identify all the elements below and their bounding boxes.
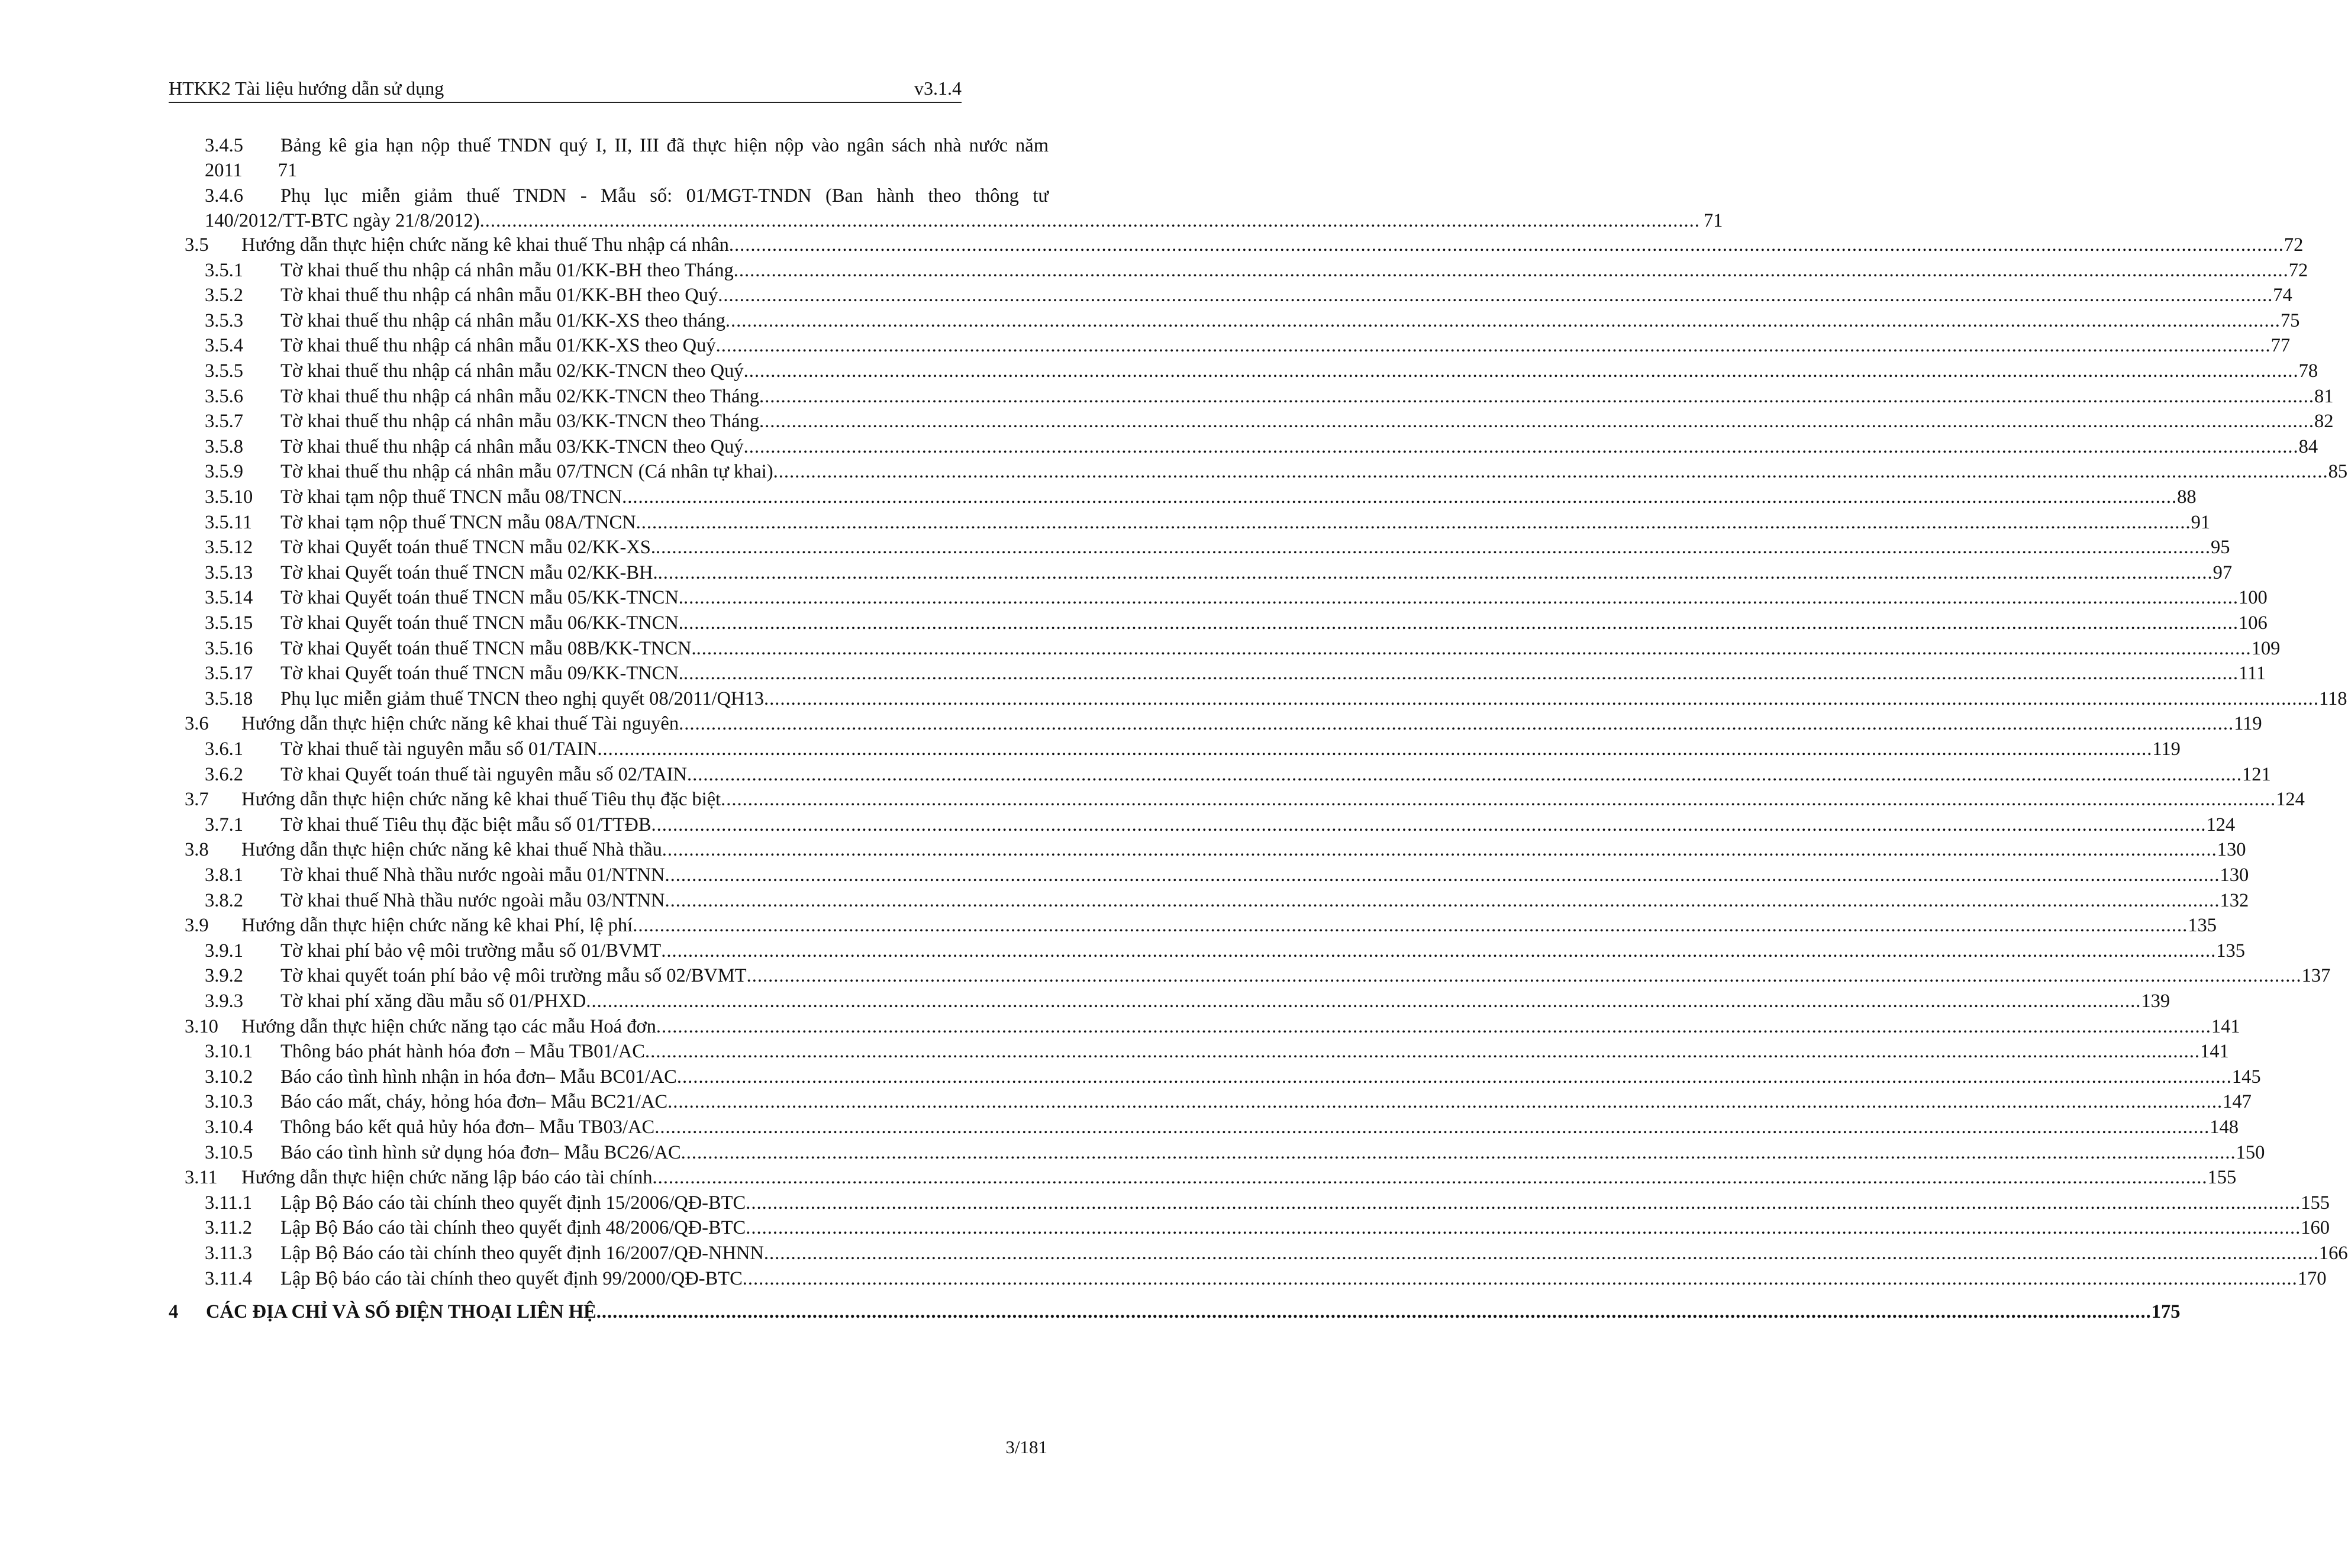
toc-entry-number: 3.8	[185, 839, 209, 861]
toc-entry-number: 4	[169, 1301, 179, 1323]
toc-entry-title: Tờ khai Quyết toán thuế TNCN mẫu 02/KK-XS.	[280, 537, 656, 559]
toc-entry-number: 3.11.2	[205, 1217, 253, 1239]
toc-entry[interactable]	[205, 384, 2334, 409]
toc-dot-leader	[683, 611, 2239, 635]
toc-dot-leader	[661, 938, 2216, 963]
toc-entry-page: 124	[2206, 814, 2236, 835]
toc-entry[interactable]	[205, 1064, 2261, 1089]
toc-entry-number: 3.8.1	[205, 864, 243, 886]
toc-entry-page: 109	[2251, 637, 2281, 659]
toc-dot-leader	[746, 1190, 2301, 1215]
toc-entry-page: 118	[2318, 688, 2347, 709]
toc-entry-page: 85	[2328, 461, 2348, 483]
toc-dot-leader	[696, 636, 2252, 661]
toc-dot-leader	[687, 762, 2242, 787]
toc-dot-leader	[658, 560, 2213, 585]
toc-entry-number: 3.11.3	[205, 1243, 253, 1264]
toc-entry-number: 3.11.1	[205, 1192, 253, 1214]
toc-dot-leader	[773, 459, 2328, 484]
toc-entry[interactable]	[205, 636, 2281, 661]
toc-dot-leader: ..................................................................................................................................................................................................................................	[479, 210, 1700, 231]
toc-entry[interactable]	[205, 333, 2291, 358]
toc-entry-number: 3.5.15	[205, 612, 253, 634]
toc-entry[interactable]	[205, 283, 2292, 308]
toc-entry[interactable]	[205, 1241, 2348, 1266]
toc-entry-page: 148	[2210, 1117, 2239, 1138]
toc-entry[interactable]	[205, 510, 2211, 535]
toc-entry-page: 145	[2231, 1066, 2261, 1088]
toc-entry-title: Thông báo phát hành hóa đơn – Mẫu TB01/AC	[280, 1041, 645, 1063]
toc-entry-title: Bảng kê gia hạn nộp thuế TNDN quý I, II, III đã thực hiện nộp vào ngân sách nhà nước năm	[280, 135, 1049, 156]
toc-entry-page: 135	[2216, 940, 2245, 962]
toc-dot-leader	[645, 1039, 2200, 1064]
toc-entry-title: Tờ khai tạm nộp thuế TNCN mẫu 08A/TNCN	[280, 511, 636, 533]
toc-entry-title: Hướng dẫn thực hiện chức năng kê khai thuế Nhà thầu	[241, 839, 662, 861]
toc-entry-number: 3.4.5	[205, 135, 243, 156]
toc-dot-leader	[764, 686, 2319, 711]
toc-entry-page: 71	[278, 160, 298, 181]
toc-entry-title: Tờ khai thuế Tiêu thụ đặc biệt mẫu số 01/TTĐB	[280, 814, 651, 835]
toc-entry[interactable]	[205, 585, 2268, 610]
toc-entry-title: Hướng dẫn thực hiện chức năng lập báo cáo tài chính	[241, 1167, 653, 1189]
toc-entry[interactable]	[205, 762, 2271, 787]
toc-entry-number: 3.10.5	[205, 1141, 253, 1163]
toc-entry-title: Tờ khai thuế thu nhập cá nhân mẫu 03/KK-TNCN theo Tháng	[280, 411, 760, 433]
toc-entry-number: 3.7.1	[205, 814, 243, 835]
toc-entry-title: Tờ khai Quyết toán thuế TNCN mẫu 08B/KK-TNCN.	[280, 637, 696, 659]
toc-entry-number: 3.5.4	[205, 335, 243, 357]
toc-entry-page: 141	[2199, 1041, 2229, 1063]
toc-entry-title: Tờ khai tạm nộp thuế TNCN mẫu 08/TNCN	[280, 486, 623, 508]
toc-dot-leader	[746, 1215, 2301, 1240]
toc-entry-title: Tờ khai thuế thu nhập cá nhân mẫu 01/KK-XS theo Quý	[280, 335, 716, 357]
toc-dot-leader	[654, 1115, 2210, 1140]
toc-entry[interactable]	[205, 963, 2331, 988]
toc-entry-number: 3.10.1	[205, 1041, 253, 1063]
toc-entry-page: 72	[2284, 234, 2304, 256]
toc-entry-page: 75	[2280, 309, 2300, 331]
toc-entry-number: 3.11.4	[205, 1267, 253, 1289]
toc-dot-leader	[622, 485, 2177, 509]
toc-entry-page: 130	[2217, 839, 2246, 861]
toc-dot-leader	[662, 837, 2217, 862]
toc-entry-title: Tờ khai phí xăng dầu mẫu số 01/PHXD	[280, 991, 586, 1012]
toc-entry-page: 170	[2297, 1267, 2327, 1289]
page-number: 3/181	[1005, 1437, 1047, 1457]
toc-entry-title-continued: 140/2012/TT-BTC ngày 21/8/2012)	[205, 210, 480, 231]
toc-entry[interactable]	[205, 1190, 2330, 1215]
toc-entry[interactable]	[205, 661, 2266, 686]
toc-entry-number: 3.5.17	[205, 663, 253, 685]
toc-dot-leader	[744, 434, 2299, 459]
toc-dot-leader	[677, 1064, 2232, 1089]
toc-entry-page: 124	[2276, 789, 2305, 811]
toc-entry-page: 150	[2236, 1141, 2265, 1163]
toc-entry-page: 78	[2298, 360, 2318, 382]
toc-entry-title: Phụ lục miễn giảm thuế TNDN - Mẫu số: 01/MGT-TNDN (Ban hành theo thông tư	[280, 185, 1049, 207]
toc-entry-number: 3.8.2	[205, 889, 243, 911]
toc-entry-number: 3.5.16	[205, 637, 253, 659]
toc-entry-page: 139	[2141, 991, 2170, 1012]
toc-entry[interactable]	[205, 1089, 2252, 1114]
toc-entry[interactable]	[205, 1266, 2327, 1291]
toc-dot-leader	[651, 812, 2207, 837]
toc-dot-leader	[597, 737, 2152, 762]
toc-entry[interactable]	[205, 863, 2249, 888]
toc-entry-page: 82	[2314, 411, 2334, 433]
toc-dot-leader	[683, 661, 2239, 686]
toc-dot-leader	[679, 711, 2234, 736]
toc-entry-title: Tờ khai quyết toán phí bảo vệ môi trường mẫu số 02/BVMT	[280, 965, 747, 987]
toc-entry[interactable]	[205, 686, 2347, 711]
toc-entry-number: 3.5.9	[205, 461, 243, 483]
toc-entry-number: 3.9.2	[205, 965, 243, 987]
toc-entry[interactable]	[205, 989, 2170, 1014]
toc-entry-page: 91	[2191, 511, 2211, 533]
toc-entry[interactable]	[205, 1039, 2229, 1064]
toc-entry-number: 3.6	[185, 713, 209, 735]
toc-entry-number: 3.9	[185, 915, 209, 937]
toc-dot-leader	[596, 1299, 2152, 1324]
toc-dot-leader	[683, 585, 2239, 610]
toc-entry[interactable]	[205, 560, 2233, 585]
toc-entry-page: 97	[2212, 562, 2233, 583]
toc-entry-title: Lập Bộ Báo cáo tài chính theo quyết định 15/2006/QĐ-BTC	[280, 1192, 746, 1214]
toc-entry-number: 3.5.1	[205, 259, 243, 281]
toc-entry-title: Tờ khai Quyết toán thuế tài nguyên mẫu số 02/TAIN	[280, 763, 688, 785]
toc-entry-page: 100	[2238, 587, 2268, 609]
toc-entry-page: 160	[2301, 1217, 2330, 1239]
toc-entry[interactable]	[205, 535, 2230, 560]
toc-entry[interactable]	[205, 938, 2245, 963]
toc-entry-number: 3.5.13	[205, 562, 253, 583]
toc-dot-leader	[759, 384, 2314, 409]
toc-dot-leader	[721, 787, 2276, 812]
toc-dot-leader	[586, 989, 2141, 1014]
toc-entry-number: 3.5	[185, 234, 209, 256]
toc-entry-title: Tờ khai phí bảo vệ môi trường mẫu số 01/BVMT	[280, 940, 662, 962]
toc-entry-page: 95	[2211, 537, 2230, 559]
toc-entry-number: 3.4.6	[205, 185, 243, 207]
toc-entry-page: 84	[2298, 435, 2318, 457]
toc-entry-title: Tờ khai thuế tài nguyên mẫu số 01/TAIN	[280, 738, 598, 760]
toc-entry-page: 130	[2220, 864, 2249, 886]
toc-entry-number: 3.5.6	[205, 385, 243, 407]
toc-entry-number: 3.5.3	[205, 309, 243, 331]
toc-entry-number: 3.6.1	[205, 738, 243, 760]
toc-entry-title: Tờ khai thuế thu nhập cá nhân mẫu 02/KK-TNCN theo Tháng	[280, 385, 760, 407]
toc-entry-title: Thông báo kết quả hủy hóa đơn– Mẫu TB03/AC	[280, 1117, 655, 1138]
toc-entry[interactable]	[185, 837, 2246, 862]
toc-entry-title: Tờ khai thuế thu nhập cá nhân mẫu 01/KK-BH theo Tháng	[280, 259, 734, 281]
toc-entry-number: 3.5.5	[205, 360, 243, 382]
toc-dot-leader	[725, 308, 2281, 333]
toc-entry-page: 141	[2211, 1015, 2240, 1037]
toc-entry[interactable]	[205, 409, 2334, 434]
toc-entry-page: 132	[2220, 889, 2249, 911]
toc-entry-number: 3.5.7	[205, 411, 243, 433]
document-version: v3.1.4	[914, 78, 962, 99]
toc-entry[interactable]	[205, 812, 2236, 837]
toc-dot-leader	[718, 283, 2273, 308]
toc-entry-number: 3.5.10	[205, 486, 253, 508]
toc-entry-page: 166	[2318, 1243, 2348, 1264]
toc-entry-number: 3.5.2	[205, 285, 243, 306]
toc-entry-title: Báo cáo tình hình nhận in hóa đơn– Mẫu BC01/AC	[280, 1066, 677, 1088]
toc-entry[interactable]	[185, 913, 2217, 938]
toc-dot-leader	[734, 258, 2289, 283]
toc-dot-leader	[759, 409, 2314, 434]
toc-entry-number: 3.11	[185, 1167, 218, 1189]
toc-dot-leader	[681, 1140, 2236, 1165]
toc-entry-number: 3.7	[185, 789, 209, 811]
toc-entry[interactable]	[185, 233, 2304, 257]
toc-entry[interactable]	[185, 1014, 2240, 1039]
toc-entry-page: 74	[2273, 285, 2292, 306]
toc-entry[interactable]	[205, 308, 2300, 333]
toc-dot-leader	[716, 333, 2271, 358]
toc-entry-number: 3.5.11	[205, 511, 253, 533]
toc-entry-3-4-6[interactable]	[205, 183, 1723, 233]
toc-entry[interactable]	[205, 1140, 2265, 1165]
toc-entry[interactable]	[205, 1215, 2330, 1240]
toc-entry-title: Tờ khai Quyết toán thuế TNCN mẫu 06/KK-TNCN.	[280, 612, 683, 634]
toc-entry-page: 71	[1703, 210, 1723, 231]
toc-entry-page: 106	[2238, 612, 2268, 634]
toc-entry-page: 121	[2242, 763, 2271, 785]
toc-entry[interactable]	[205, 611, 2268, 635]
toc-entry-page: 81	[2314, 385, 2334, 407]
toc-entry-page: 119	[2152, 738, 2181, 760]
toc-entry-page: 175	[2151, 1301, 2181, 1323]
toc-entry[interactable]	[205, 1115, 2239, 1140]
toc-entry-title: Tờ khai Quyết toán thuế TNCN mẫu 05/KK-TNCN.	[280, 587, 683, 609]
toc-dot-leader	[656, 535, 2211, 560]
toc-entry[interactable]	[185, 711, 2262, 736]
toc-entry-number: 3.5.8	[205, 435, 243, 457]
toc-dot-leader	[744, 359, 2299, 383]
toc-dot-leader	[743, 1266, 2298, 1291]
toc-entry-page: 155	[2207, 1167, 2237, 1189]
toc-entry-page: 119	[2234, 713, 2262, 735]
toc-entry-page: 111	[2238, 663, 2266, 685]
toc-entry-title-continued: 2011	[205, 160, 243, 181]
toc-entry-title: Hướng dẫn thực hiện chức năng kê khai Phí, lệ phí	[241, 915, 633, 937]
toc-entry-title: Tờ khai thuế thu nhập cá nhân mẫu 03/KK-TNCN theo Quý	[280, 435, 744, 457]
toc-entry-number: 3.10	[185, 1015, 218, 1037]
toc-dot-leader	[633, 913, 2188, 938]
toc-entry-page: 137	[2301, 965, 2331, 987]
toc-entry-title: Tờ khai thuế thu nhập cá nhân mẫu 02/KK-TNCN theo Quý	[280, 360, 744, 382]
toc-entry-title: Tờ khai Quyết toán thuế TNCN mẫu 09/KK-TNCN.	[280, 663, 683, 685]
toc-entry-page: 155	[2301, 1192, 2330, 1214]
toc-entry-title: Tờ khai thuế thu nhập cá nhân mẫu 01/KK-XS theo tháng	[280, 309, 725, 331]
toc-dot-leader	[665, 863, 2220, 888]
toc-entry-title: CÁC ĐỊA CHỈ VÀ SỐ ĐIỆN THOẠI LIÊN HỆ	[206, 1301, 596, 1323]
toc-entry-title: Tờ khai thuế thu nhập cá nhân mẫu 07/TNCN (Cá nhân tự khai)	[280, 461, 773, 483]
toc-entry-title: Tờ khai Quyết toán thuế TNCN mẫu 02/KK-BH.	[280, 562, 658, 583]
toc-entry-title: Phụ lục miễn giảm thuế TNCN theo nghị quyết 08/2011/QH13	[280, 688, 764, 709]
toc-entry-title: Hướng dẫn thực hiện chức năng tạo các mẫu Hoá đơn	[241, 1015, 656, 1037]
toc-entry-number: 3.10.4	[205, 1117, 253, 1138]
toc-entry-title: Tờ khai thuế Nhà thầu nước ngoài mẫu 01/NTNN	[280, 864, 665, 886]
toc-dot-leader	[764, 1241, 2319, 1266]
toc-entry-page: 88	[2177, 486, 2197, 508]
toc-entry[interactable]	[205, 737, 2181, 762]
toc-dot-leader	[636, 510, 2191, 535]
toc-entry-title: Hướng dẫn thực hiện chức năng kê khai thuế Thu nhập cá nhân	[241, 234, 729, 256]
toc-entry-number: 3.6.2	[205, 763, 243, 785]
toc-entry-title: Lập Bộ báo cáo tài chính theo quyết định 99/2000/QĐ-BTC	[280, 1267, 743, 1289]
toc-entry-page: 72	[2288, 259, 2308, 281]
toc-entry-title: Báo cáo tình hình sử dụng hóa đơn– Mẫu BC26/AC	[280, 1141, 681, 1163]
toc-entry-title: Lập Bộ Báo cáo tài chính theo quyết định 48/2006/QĐ-BTC	[280, 1217, 746, 1239]
toc-entry-3-4-5[interactable]	[205, 133, 1049, 183]
toc-entry-number: 3.9.1	[205, 940, 243, 962]
toc-dot-leader	[747, 963, 2302, 988]
toc-entry[interactable]	[205, 258, 2308, 283]
toc-dot-leader	[665, 888, 2220, 913]
toc-entry[interactable]	[205, 434, 2318, 459]
toc-dot-leader	[653, 1165, 2208, 1190]
toc-entry-title: Hướng dẫn thực hiện chức năng kê khai thuế Tài nguyên	[241, 713, 679, 735]
toc-entry-number: 3.10.2	[205, 1066, 253, 1088]
toc-entry-number: 3.5.14	[205, 587, 253, 609]
toc-dot-leader	[729, 233, 2284, 257]
toc-entry[interactable]	[185, 787, 2305, 812]
toc-entry-number: 3.5.12	[205, 537, 253, 559]
toc-entry-page: 135	[2188, 915, 2217, 937]
toc-entry-title: Lập Bộ Báo cáo tài chính theo quyết định 16/2007/QĐ-NHNN	[280, 1243, 764, 1264]
toc-entry-page: 147	[2223, 1091, 2252, 1113]
toc-entry-number: 3.10.3	[205, 1091, 253, 1113]
toc-dot-leader	[667, 1089, 2223, 1114]
toc-entry-title: Tờ khai thuế Nhà thầu nước ngoài mẫu 03/NTNN	[280, 889, 665, 911]
toc-entry[interactable]	[205, 888, 2249, 913]
toc-entry-page: 77	[2270, 335, 2291, 357]
toc-entry-number: 3.9.3	[205, 991, 243, 1012]
toc-dot-leader	[656, 1014, 2211, 1039]
toc-entry[interactable]	[205, 459, 2348, 484]
toc-entry[interactable]	[205, 359, 2318, 383]
toc-entry[interactable]	[185, 1165, 2237, 1190]
toc-entry-number: 3.5.18	[205, 688, 253, 709]
toc-entry-title: Hướng dẫn thực hiện chức năng kê khai thuế Tiêu thụ đặc biệt	[241, 789, 721, 811]
document-title: HTKK2 Tài liệu hướng dẫn sử dụng	[169, 78, 444, 99]
toc-entry-title: Tờ khai thuế thu nhập cá nhân mẫu 01/KK-BH theo Quý	[280, 285, 718, 306]
toc-entry[interactable]	[205, 485, 2197, 509]
toc-entry-title: Báo cáo mất, cháy, hỏng hóa đơn– Mẫu BC21/AC	[280, 1091, 668, 1113]
toc-entry[interactable]	[169, 1299, 2181, 1324]
